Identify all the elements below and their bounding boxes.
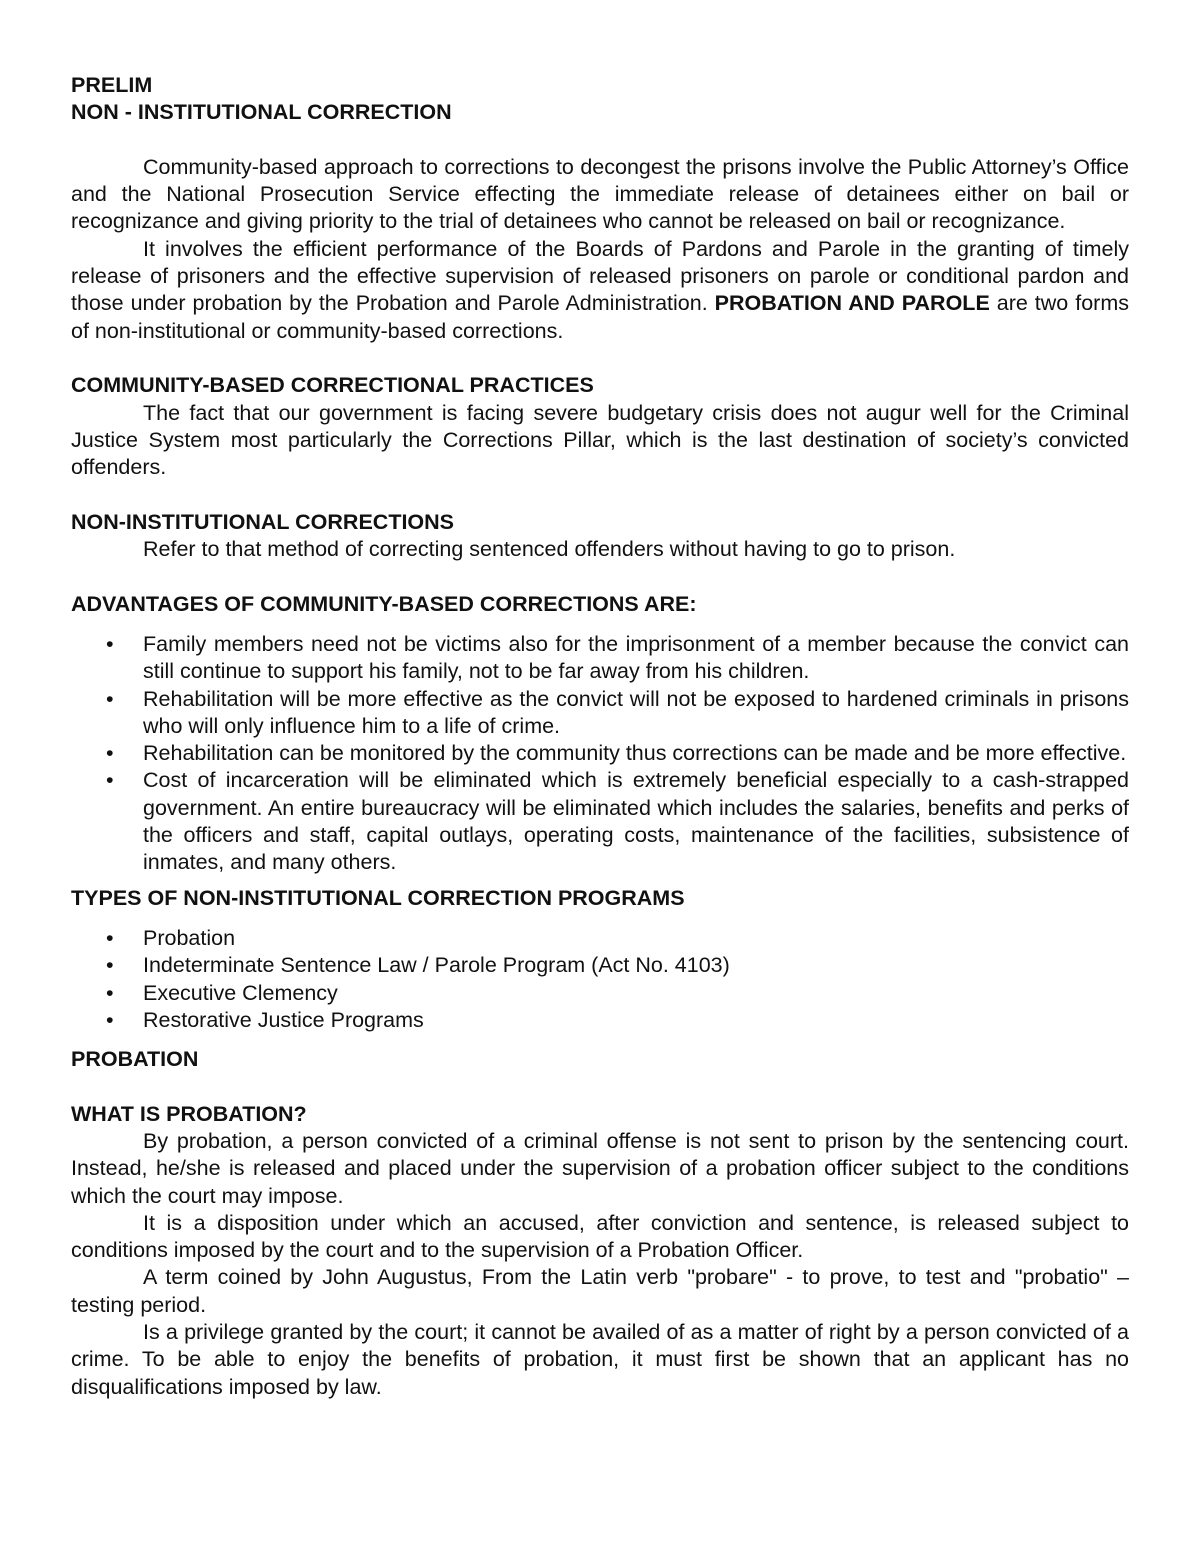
list-item-text: Family members need not be victims also for the imprisonment of a member because the convict can still continue to support his family, not to be far away from his children. (143, 631, 1129, 684)
intro-paragraph-2-text: It involves the efficient performance of the Boards of Pardons and Parole in the granting of timely release of prisoners and the effective supervision of released prisoners on parole or conditional pardon and those under probation by the Probation and Parole Administration. (71, 236, 1129, 316)
bullet-icon: • (106, 925, 114, 950)
non-institutional-heading: NON-INSTITUTIONAL CORRECTIONS (71, 509, 455, 534)
community-practices-text: The fact that our government is facing severe budgetary crisis does not augur well for the Criminal Justice System most particularly the Corrections Pillar, which is the last destination of society’s convicted offenders. (71, 400, 1129, 480)
bullet-icon: • (106, 953, 114, 978)
types-heading: TYPES OF NON-INSTITUTIONAL CORRECTION PROGRAMS (71, 885, 685, 910)
document-page (71, 72, 1129, 1401)
bullet-icon: • (106, 768, 114, 793)
list-item-text: Restorative Justice Programs (143, 1007, 424, 1032)
bullet-icon: • (106, 686, 114, 711)
what-is-probation-heading: WHAT IS PROBATION? (71, 1101, 307, 1126)
types-list (71, 925, 1129, 1034)
list-item-text: Rehabilitation can be monitored by the community thus corrections can be made and be more effective. (143, 741, 1127, 766)
community-practices-heading: COMMUNITY-BASED CORRECTIONAL PRACTICES (71, 373, 594, 398)
spacer (71, 127, 1129, 154)
list-item-text: Cost of incarceration will be eliminated which is extremely beneficial especially to a cash-strapped government. An entire bureaucracy will be eliminated which includes the salaries, benefits and perks of the officers and staff, capital outlays, operating costs, maintenance of the facilities, subsistence of inmates, and many others. (143, 768, 1129, 875)
list-item (71, 767, 1129, 876)
bullet-icon: • (106, 980, 114, 1005)
intro-paragraph-1: Community-based approach to corrections to decongest the prisons involve the Public Attorney’s Office and the National Prosecution Service effecting the immediate release of detainees either on bail or recognizance and giving priority to the trial of detainees who cannot be released on bail or recognizance. (71, 154, 1129, 234)
intro-paragraph-2 (71, 236, 1129, 345)
spacer (71, 563, 1129, 590)
advantages-heading: ADVANTAGES OF COMMUNITY-BASED CORRECTIONS ARE: (71, 591, 697, 616)
list-item (71, 925, 1129, 952)
spacer (71, 345, 1129, 372)
probation-paragraph-2: It is a disposition under which an accused, after conviction and sentence, is released subject to conditions imposed by the court and to the supervision of a Probation Officer. (71, 1210, 1129, 1263)
list-item-text: Rehabilitation will be more effective as the convict will not be exposed to hardened criminals in prisons who will only influence him to a life of crime. (143, 686, 1129, 738)
spacer (71, 877, 1129, 885)
bullet-icon: • (106, 1007, 114, 1032)
probation-paragraph-1: By probation, a person convicted of a criminal offense is not sent to prison by the sentencing court. Instead, he/she is released and placed under the supervision of a probation officer subject to the conditions which the court may impose. (71, 1128, 1129, 1208)
probation-paragraph-4: Is a privilege granted by the court; it cannot be availed of as a matter of right by a person convicted of a crime. To be able to enjoy the benefits of probation, it must first be shown that an applicant has no disqualifications imposed by law. (71, 1320, 1129, 1399)
spacer (71, 481, 1129, 508)
doc-title: PRELIM (71, 73, 153, 97)
bullet-icon: • (106, 741, 114, 766)
list-item-text: Executive Clemency (143, 980, 338, 1005)
spacer (71, 912, 1129, 925)
list-item (71, 740, 1129, 767)
spacer (71, 1034, 1129, 1046)
non-institutional-text: Refer to that method of correcting sentenced offenders without having to go to prison. (143, 537, 956, 562)
spacer (71, 618, 1129, 631)
bullet-icon: • (106, 631, 114, 656)
intro-paragraph-2-tail: are two forms of non-institutional or community-based corrections. (71, 291, 1129, 343)
advantages-list (71, 631, 1129, 877)
list-item (71, 686, 1129, 741)
list-item (71, 952, 1129, 979)
list-item (71, 980, 1129, 1007)
probation-heading: PROBATION (71, 1047, 199, 1072)
probation-paragraph-3: A term coined by John Augustus, From the Latin verb "probare" - to prove, to test and "probatio" – testing period. (71, 1265, 1129, 1317)
list-item (71, 631, 1129, 686)
list-item-text: Probation (143, 925, 236, 950)
spacer (71, 1073, 1129, 1100)
doc-subtitle: NON - INSTITUTIONAL CORRECTION (71, 100, 452, 125)
probation-and-parole-bold: PROBATION AND PAROLE (714, 291, 990, 316)
list-item (71, 1007, 1129, 1034)
list-item-text: Indeterminate Sentence Law / Parole Program (Act No. 4103) (143, 953, 730, 978)
